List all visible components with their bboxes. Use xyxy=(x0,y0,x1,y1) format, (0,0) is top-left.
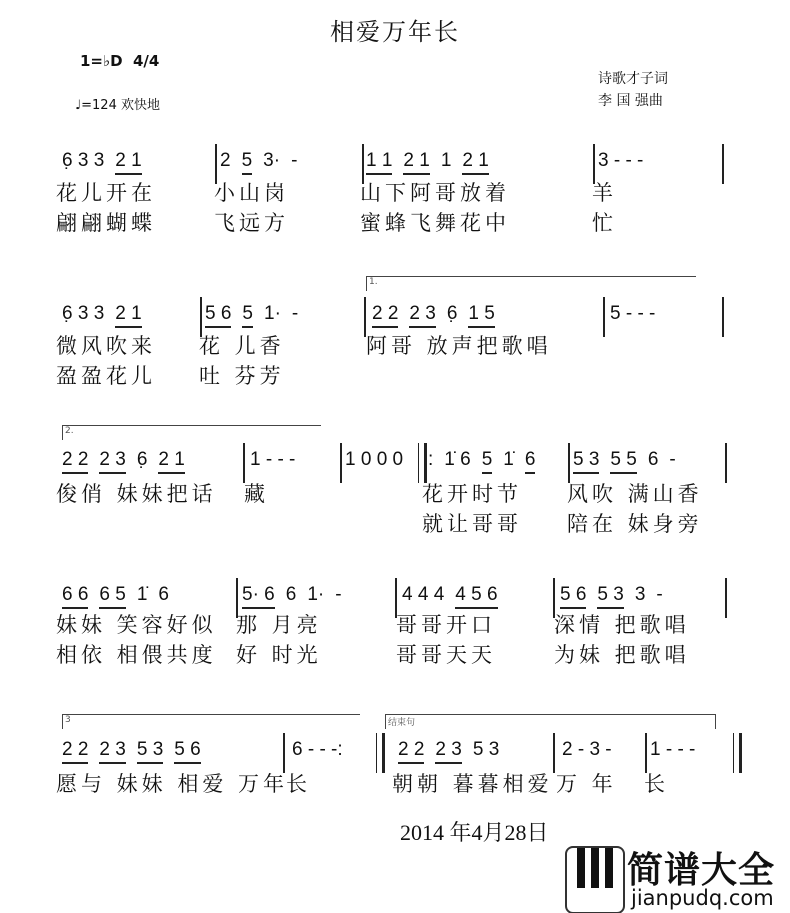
note-group: 6 - - -: xyxy=(292,739,343,760)
lyric: 就让哥哥 xyxy=(422,512,522,536)
lyric: 哥哥开口 xyxy=(396,613,496,637)
measure xyxy=(62,449,196,474)
note-group: 2 3 xyxy=(99,739,125,764)
note-group: 5 3 xyxy=(472,739,500,760)
lyric: 阿哥 放声把歌唱 xyxy=(366,334,552,358)
lyric: 花儿开在 xyxy=(56,181,156,205)
barline xyxy=(722,297,724,337)
note-group: 5· 6 xyxy=(242,584,275,609)
lyric: 飞远方 xyxy=(214,211,289,235)
note-group: : xyxy=(428,449,434,470)
measure xyxy=(562,739,623,761)
note-group: 6̣ 3 3 xyxy=(62,303,105,324)
volta-bracket: 3 xyxy=(62,714,360,729)
note-group: 1 1 xyxy=(366,150,392,175)
lyric: 为妹 把歌唱 xyxy=(554,643,690,667)
lyric: 小山岗 xyxy=(214,181,289,205)
note-group: 5 3 xyxy=(597,584,623,609)
volta-bracket: 2. xyxy=(62,425,321,440)
note-group: 5 3 xyxy=(137,739,163,764)
lyric: 微风吹来 xyxy=(56,334,156,358)
lyric: 忙 xyxy=(592,211,617,235)
lyric: 花 儿香 xyxy=(199,334,285,358)
lyric: 藏 xyxy=(244,482,269,506)
barline xyxy=(733,733,742,773)
volta-bracket: 1. xyxy=(366,276,696,291)
lyric: 长 xyxy=(644,772,669,796)
measure xyxy=(62,739,212,764)
note-group: 6 xyxy=(525,449,536,474)
note-group: 1 - - - xyxy=(650,739,696,760)
key-signature xyxy=(80,52,159,70)
note-group: 1̇ 6 xyxy=(444,449,471,470)
note-group: 1 0 0 0 xyxy=(345,449,404,470)
song-title: 相爱万年长 xyxy=(330,18,460,46)
watermark-url: jianpudq.com xyxy=(631,886,774,910)
note-group: 1· xyxy=(307,584,325,605)
note-group: 5 xyxy=(482,449,493,474)
note-group: 5 6 xyxy=(174,739,200,764)
measure xyxy=(345,449,414,471)
measure xyxy=(62,303,153,328)
lyric: 好 时光 xyxy=(236,643,322,667)
barline xyxy=(725,443,727,483)
note-group: 1· xyxy=(264,303,281,324)
note-group: 2 1 xyxy=(158,449,184,474)
watermark-logo xyxy=(565,842,790,913)
measure xyxy=(598,150,654,172)
note-group: 1̇ xyxy=(503,449,514,470)
measure xyxy=(650,739,706,761)
lyric: 深情 把歌唱 xyxy=(554,613,690,637)
barline xyxy=(553,733,555,773)
lyric: 羊 xyxy=(592,181,617,205)
note-group: 2 3 xyxy=(99,449,125,474)
note-group: 6 6 xyxy=(62,584,88,609)
measure xyxy=(292,739,354,761)
note-group: 6 xyxy=(647,449,659,470)
note-group: - xyxy=(291,150,298,171)
measure xyxy=(220,150,308,175)
lyric: 蜜蜂飞舞花中 xyxy=(360,211,510,235)
time-signature: 4/4 xyxy=(133,52,160,70)
note-group: 6 xyxy=(285,584,297,605)
composer: 李 国 强曲 xyxy=(598,93,663,109)
tempo-marking: ♩=124 欢快地 xyxy=(75,98,160,113)
barline xyxy=(568,443,570,483)
note-group: 2 1 xyxy=(115,303,141,328)
measure xyxy=(205,303,309,328)
note-group: 4 5 6 xyxy=(455,584,497,609)
measure xyxy=(250,449,306,471)
date: 2014 年4月28日 xyxy=(400,820,549,845)
lyric: 吐 芬芳 xyxy=(199,364,285,388)
note-group: - xyxy=(656,584,663,605)
note-group: 2 xyxy=(220,150,231,171)
watermark-name: 简谱大全 xyxy=(627,850,776,891)
note-group: 1 xyxy=(440,150,452,171)
note-group: 4 4 4 xyxy=(402,584,445,605)
note-group: 6 5 xyxy=(99,584,125,609)
note-group: 5 6 xyxy=(205,303,231,328)
barline xyxy=(722,144,724,184)
measure xyxy=(398,739,510,764)
measure xyxy=(62,150,153,175)
lyric: 愿与 妹妹 相爱 万年 xyxy=(56,772,289,796)
note-group: 2 2 xyxy=(62,449,88,474)
lyric: 相依 相偎共度 xyxy=(56,643,217,667)
measure xyxy=(428,449,546,474)
note-group: - xyxy=(669,449,676,470)
note-group: 5 xyxy=(242,150,253,175)
note-group: 1 5 xyxy=(468,303,494,328)
piano-keys-icon xyxy=(565,846,625,913)
credits xyxy=(598,68,668,112)
note-group: 5 xyxy=(242,303,253,328)
barline xyxy=(376,733,385,773)
lyric: 翩翩蝴蝶 xyxy=(56,211,156,235)
lyric: 妹妹 笑容好似 xyxy=(56,613,217,637)
barline xyxy=(725,578,727,618)
note-group: 6 xyxy=(158,584,169,605)
barline xyxy=(340,443,342,483)
note-group: 2 3 xyxy=(435,739,461,764)
lyric: 长 xyxy=(286,772,311,796)
note-group: 2 2 xyxy=(62,739,88,764)
note-group: 3· xyxy=(263,150,281,171)
measure xyxy=(242,584,353,609)
note-group: 2 2 xyxy=(398,739,424,764)
note-group: 3 xyxy=(634,584,646,605)
lyric: 风吹 满山香 xyxy=(567,482,703,506)
lyric: 万 年 xyxy=(556,772,617,796)
measure xyxy=(62,584,180,609)
measure xyxy=(372,303,506,328)
note-group: 6̣ xyxy=(446,303,458,324)
measure xyxy=(402,584,509,609)
note-group: 6̣ xyxy=(136,449,148,470)
barline xyxy=(418,443,427,483)
lyric: 哥哥天天 xyxy=(396,643,496,667)
note-group: 3 - - - xyxy=(598,150,644,171)
lyric: 盈盈花儿 xyxy=(56,364,156,388)
lyricist: 诗歌才子词 xyxy=(598,71,668,87)
lyric: 山下阿哥放着 xyxy=(360,181,510,205)
note-group: 2 1 xyxy=(462,150,488,175)
key: 1=♭D xyxy=(80,52,123,70)
lyric: 朝朝 暮暮相爱 xyxy=(392,772,553,796)
note-group: 2 - 3 - xyxy=(562,739,612,760)
note-group: 6̣ 3 3 xyxy=(62,150,105,171)
measure xyxy=(610,303,666,325)
note-group: - xyxy=(335,584,342,605)
note-group: 5 5 xyxy=(610,449,636,474)
barline xyxy=(243,443,245,483)
note-group: 5 6 xyxy=(560,584,586,609)
lyric: 花开时节 xyxy=(422,482,522,506)
note-group: 1̇ xyxy=(136,584,148,605)
note-group: 1 - - - xyxy=(250,449,296,470)
barline xyxy=(283,733,285,773)
lyric: 那 月亮 xyxy=(236,613,322,637)
note-group: 2 1 xyxy=(115,150,141,175)
lyric: 陪在 妹身旁 xyxy=(567,512,703,536)
barline xyxy=(645,733,647,773)
note-group: 5 3 xyxy=(573,449,599,474)
note-group: 2 1 xyxy=(403,150,429,175)
lyric: 俊俏 妹妹把话 xyxy=(56,482,217,506)
volta-bracket: 结束句 xyxy=(385,714,716,729)
measure xyxy=(573,449,687,474)
note-group: 2 3 xyxy=(409,303,435,328)
measure xyxy=(366,150,500,175)
measure xyxy=(560,584,674,609)
barline xyxy=(603,297,605,337)
note-group: 2 2 xyxy=(372,303,398,328)
note-group: - xyxy=(291,303,299,324)
note-group: 5 - - - xyxy=(610,303,656,324)
